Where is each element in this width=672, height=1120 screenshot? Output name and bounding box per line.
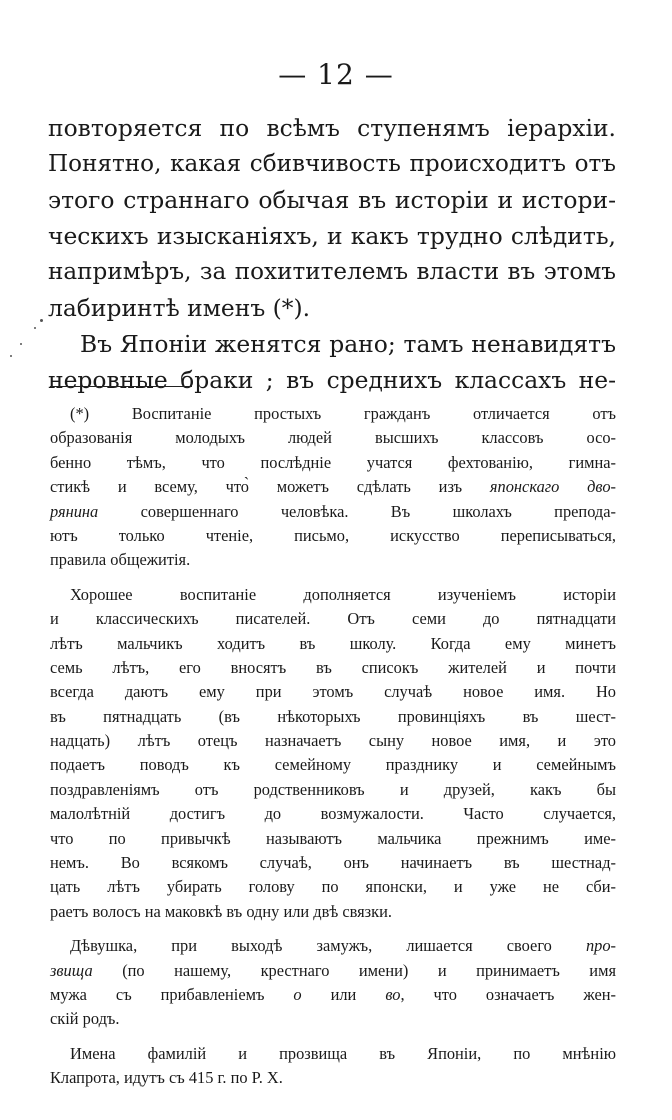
footnote-italic-text: рянина [50,501,99,521]
footnote-text: стикѣ и всему, что̀ можетъ сдѣлать изъ [50,477,463,497]
footnote-text: совершеннаго человѣка. Въ школахъ препода- [140,501,616,521]
footnote-italic-text: во [385,984,401,1004]
footnote-line: лѣтъ мальчикъ ходитъ въ школу. Когда ему минетъ [50,633,616,653]
footnote-line: поздравленіямъ отъ родственниковъ и друзей, какъ бы [50,779,616,799]
footnote-line: скій родъ. [50,1009,120,1029]
main-line: напримѣръ, за похитителемъ власти въ этомъ [48,259,616,285]
margin-speck [10,355,12,357]
footnote-line: Хорошее воспитаніе дополняется изученіемъ исторіи [70,584,616,604]
footnote-italic-text: про- [585,936,616,956]
main-line: неровные браки ; въ среднихъ классахъ не- [48,366,616,394]
footnote-line [50,500,616,524]
footnote-line: въ пятнадцать (въ нѣкоторыхъ провинціяхъ въ шест- [50,706,616,726]
footnote-italic-text: звища [50,960,93,980]
footnote-text: (по нашему, крестнаго имени) и принимаетъ имя [122,960,616,980]
footnote-line: Клапрота, идутъ съ 415 г. по Р. Х. [50,1068,283,1088]
footnote-line: надцать) лѣтъ отецъ назначаетъ сыну новое имя, и это [50,731,616,751]
footnote-text: , что означаетъ жен- [400,984,616,1004]
footnote-line: правила общежитія. [50,550,191,570]
footnote-line: подаетъ поводъ къ семейному празднику и семейнымъ [50,755,616,775]
main-line: Въ Японіи женятся рано; тамъ ненавидятъ [80,330,616,358]
footnote-line: ютъ только чтеніе, письмо, искусство переписываться, [50,525,616,545]
footnote-text: мужа съ прибавленіемъ [50,984,265,1004]
main-line: повторяется по всѣмъ ступенямъ іерархіи. [48,114,616,142]
footnote [50,402,616,1091]
footnote-line: образованія молодыхъ людей высшихъ классовъ осо- [50,428,616,448]
footnote-line: и классическихъ писателей. Отъ семи до пятнадцати [50,609,616,629]
footnote-line: семь лѣтъ, его вносятъ въ списокъ жителей и почти [50,657,616,677]
main-line: Понятно, какая сбивчивость происходитъ отъ [48,151,616,177]
footnote-italic-text: о [293,984,302,1004]
main-line: лабиринтѣ именъ (*). [48,294,311,322]
footnote-text: или [330,984,357,1004]
footnote-line: раетъ волосъ на маковкѣ въ одну или двѣ связки. [50,901,392,921]
footnote-line [50,475,616,499]
footnote-line: что по привычкѣ называютъ мальчика прежнимъ име- [50,828,616,848]
margin-speck [40,319,43,322]
footnote-divider [50,386,192,387]
main-line: ческихъ изысканіяхъ, и какъ трудно слѣдить, [48,222,616,250]
main-line: этого страннаго обычая въ исторіи и истори- [48,186,616,214]
page-number: — 12 — [278,58,394,91]
margin-speck [20,343,22,345]
footnote-line [50,934,616,958]
footnote-line: Имена фамилій и прозвища въ Японіи, по мнѣнію [70,1043,616,1063]
footnote-line: малолѣтній достигъ до возмужалости. Часто случается, [50,804,616,824]
footnote-line: (*) Воспитаніе простыхъ гражданъ отличается отъ [70,404,616,423]
footnote-line: цать лѣтъ убирать голову по японски, и уже не сби- [50,877,616,897]
footnote-text: Дѣвушка, при выходѣ замужъ, лишается своего [70,936,552,956]
footnote-line: немъ. Во всякомъ случаѣ, онъ начинаетъ въ шестнад- [50,853,616,873]
footnote-line: бенно тѣмъ, что послѣдніе учатся фехтованію, гимна- [50,452,616,472]
footnote-italic-text: японскаго дво- [489,477,616,497]
margin-speck [34,327,36,329]
footnote-line: всегда даютъ ему при этомъ случаѣ новое имя. Но [50,682,616,702]
footnote-line [50,959,616,983]
footnote-line [50,983,616,1007]
main-text [48,110,616,398]
